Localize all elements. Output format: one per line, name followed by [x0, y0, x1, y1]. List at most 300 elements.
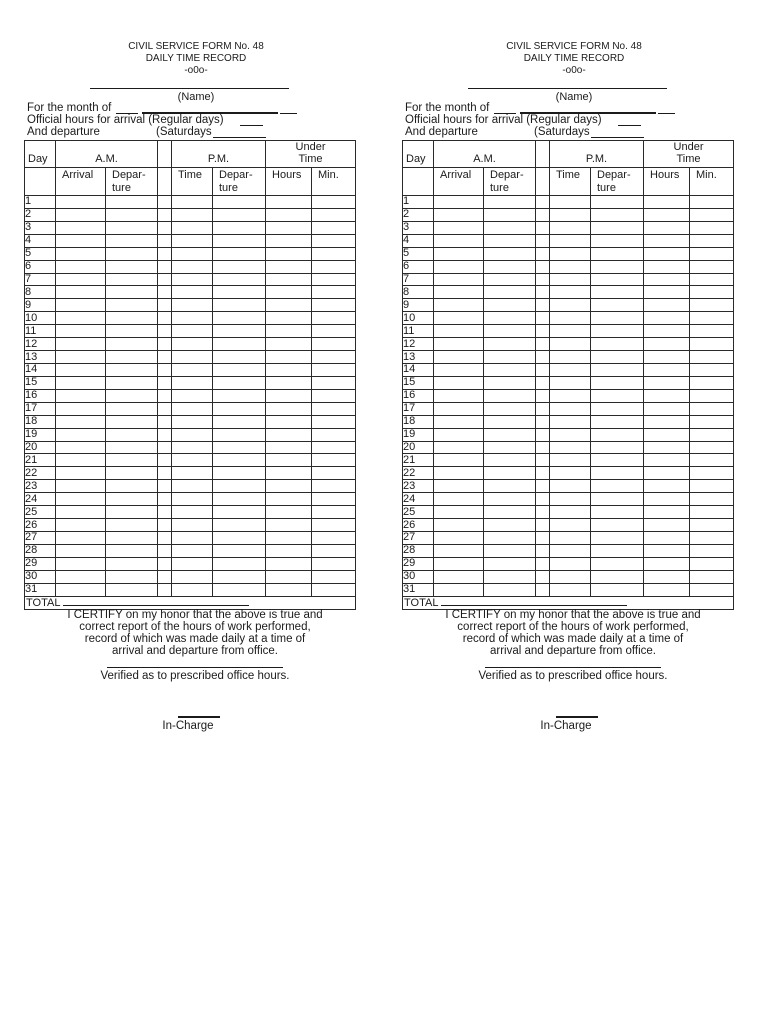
pm-departure-cell [213, 196, 266, 209]
under-time-minutes-cell [690, 428, 734, 441]
am-arrival-cell [56, 493, 106, 506]
name-label: (Name) [177, 91, 215, 103]
pm-time-cell [550, 208, 591, 221]
day-number: 9 [25, 299, 56, 312]
pm-time-cell [550, 363, 591, 376]
day-number: 21 [403, 454, 434, 467]
pm-departure-cell [591, 454, 644, 467]
under-time-minutes-header: Min. [312, 168, 356, 196]
am-arrival-cell [434, 208, 484, 221]
am-departure-cell [106, 338, 158, 351]
day-number: 26 [403, 519, 434, 532]
day-row [403, 325, 734, 338]
day-row [403, 247, 734, 260]
spacer-cell [536, 196, 550, 209]
pm-departure-cell [591, 441, 644, 454]
under-time-hours-cell [644, 234, 690, 247]
day-number: 22 [403, 467, 434, 480]
pm-time-cell [172, 428, 213, 441]
day-number: 28 [25, 544, 56, 557]
under-time-minutes-cell [312, 428, 356, 441]
pm-time-cell [172, 583, 213, 596]
pm-time-cell [550, 544, 591, 557]
day-number: 11 [403, 325, 434, 338]
under-time-minutes-cell [690, 351, 734, 364]
time-record-table [24, 140, 356, 610]
spacer-cell [158, 363, 172, 376]
am-arrival-cell [56, 299, 106, 312]
under-time-minutes-cell [690, 376, 734, 389]
under-time-minutes-cell [690, 286, 734, 299]
am-arrival-cell [434, 351, 484, 364]
am-arrival-cell [56, 273, 106, 286]
in-charge-signature-line [556, 716, 598, 718]
am-arrival-cell [56, 363, 106, 376]
pm-time-header: Time [172, 168, 213, 196]
day-number: 14 [403, 363, 434, 376]
under-time-minutes-cell [312, 273, 356, 286]
am-departure-cell [484, 570, 536, 583]
spacer-cell [158, 234, 172, 247]
day-number: 5 [403, 247, 434, 260]
pm-time-cell [550, 312, 591, 325]
header-row-sub [403, 168, 734, 196]
day-row [403, 493, 734, 506]
am-arrival-cell [434, 325, 484, 338]
am-arrival-header: Arrival [56, 168, 106, 196]
day-row [403, 441, 734, 454]
under-time-hours-cell [644, 493, 690, 506]
spacer-cell [158, 531, 172, 544]
pm-departure-cell [213, 493, 266, 506]
spacer-subheader-cell [158, 168, 172, 196]
spacer-cell [158, 402, 172, 415]
pm-departure-cell [591, 351, 644, 364]
spacer-cell [158, 415, 172, 428]
verified-label: Verified as to prescribed office hours. [478, 670, 668, 682]
am-departure-cell [106, 493, 158, 506]
saturdays-blank-line [213, 137, 266, 138]
pm-departure-cell [213, 221, 266, 234]
under-time-hours-cell [644, 299, 690, 312]
am-departure-cell [484, 286, 536, 299]
header-row-main [403, 141, 734, 168]
under-time-minutes-cell [690, 196, 734, 209]
under-time-minutes-cell [690, 415, 734, 428]
under-time-hours-cell [644, 338, 690, 351]
pm-departure-cell [591, 376, 644, 389]
verified-label: Verified as to prescribed office hours. [100, 670, 290, 682]
day-number: 4 [403, 234, 434, 247]
day-row [403, 583, 734, 596]
under-time-minutes-cell [690, 402, 734, 415]
am-arrival-cell [434, 389, 484, 402]
day-number: 2 [403, 208, 434, 221]
day-row [403, 428, 734, 441]
total-row [403, 596, 734, 609]
pm-time-cell [550, 583, 591, 596]
spacer-cell [158, 583, 172, 596]
under-time-hours-cell [644, 260, 690, 273]
day-row [25, 376, 356, 389]
day-row [25, 428, 356, 441]
name-label: (Name) [555, 91, 593, 103]
pm-departure-cell [591, 415, 644, 428]
am-departure-cell [484, 467, 536, 480]
day-row [25, 325, 356, 338]
am-departure-cell [106, 402, 158, 415]
under-time-hours-cell [644, 454, 690, 467]
pm-time-cell [172, 221, 213, 234]
under-time-hours-cell [644, 441, 690, 454]
pm-departure-cell [591, 312, 644, 325]
day-number: 27 [25, 531, 56, 544]
pm-time-cell [550, 338, 591, 351]
pm-time-cell [172, 506, 213, 519]
employee-signature-line [107, 667, 283, 668]
pm-departure-cell [591, 286, 644, 299]
pm-time-cell [172, 415, 213, 428]
pm-header: P.M. [172, 141, 266, 168]
pm-departure-cell [591, 221, 644, 234]
day-number: 30 [25, 570, 56, 583]
under-time-hours-cell [266, 531, 312, 544]
under-time-minutes-cell [690, 493, 734, 506]
am-arrival-cell [56, 286, 106, 299]
spacer-cell [536, 415, 550, 428]
am-departure-cell [484, 196, 536, 209]
day-row [403, 312, 734, 325]
arrival-hours-blank-line [618, 125, 641, 126]
arrival-hours-blank-line [240, 125, 263, 126]
day-row [25, 467, 356, 480]
certification-line-1: I CERTIFY on my honor that the above is true and [445, 609, 701, 621]
under-time-minutes-cell [690, 273, 734, 286]
under-time-minutes-cell [312, 247, 356, 260]
spacer-cell [536, 325, 550, 338]
am-departure-cell [484, 506, 536, 519]
day-row [25, 583, 356, 596]
pm-time-cell [172, 208, 213, 221]
am-departure-cell [484, 454, 536, 467]
pm-time-cell [550, 234, 591, 247]
spacer-header-cell [158, 141, 172, 168]
am-arrival-cell [56, 441, 106, 454]
under-time-minutes-cell [312, 196, 356, 209]
pm-time-cell [550, 415, 591, 428]
daily-time-record-form-2 [378, 0, 756, 760]
under-time-header [266, 141, 356, 168]
under-time-hours-cell [266, 454, 312, 467]
spacer-cell [158, 325, 172, 338]
am-departure-cell [484, 583, 536, 596]
am-arrival-cell [56, 402, 106, 415]
spacer-cell [536, 312, 550, 325]
am-arrival-cell [56, 531, 106, 544]
am-arrival-cell [434, 286, 484, 299]
pm-departure-cell [213, 428, 266, 441]
under-time-hours-cell [266, 428, 312, 441]
day-number: 17 [25, 402, 56, 415]
am-arrival-cell [56, 247, 106, 260]
pm-departure-cell [591, 363, 644, 376]
day-number: 29 [403, 557, 434, 570]
certification-line-1: I CERTIFY on my honor that the above is true and [67, 609, 323, 621]
spacer-cell [536, 389, 550, 402]
day-row [403, 351, 734, 364]
pm-time-cell [172, 402, 213, 415]
am-departure-cell [106, 583, 158, 596]
day-number: 25 [403, 506, 434, 519]
pm-time-cell [550, 519, 591, 532]
certification-line-4: arrival and departure from office. [112, 645, 278, 657]
pm-time-cell [550, 247, 591, 260]
day-row [25, 299, 356, 312]
day-number: 20 [25, 441, 56, 454]
spacer-cell [536, 351, 550, 364]
day-row [403, 402, 734, 415]
under-time-minutes-cell [312, 376, 356, 389]
day-row [25, 312, 356, 325]
title-ornament: -o0o- [184, 65, 208, 76]
under-time-hours-cell [644, 325, 690, 338]
day-number: 16 [403, 389, 434, 402]
day-row [403, 363, 734, 376]
spacer-cell [536, 583, 550, 596]
pm-departure-cell [591, 247, 644, 260]
month-label: For the month of [405, 102, 490, 114]
under-time-hours-cell [266, 415, 312, 428]
am-arrival-cell [434, 493, 484, 506]
am-departure-cell [484, 208, 536, 221]
am-departure-label-line-1: Depar- [112, 169, 146, 181]
pm-time-cell [550, 325, 591, 338]
table-footer [403, 596, 734, 609]
day-row [403, 506, 734, 519]
pm-departure-cell [213, 351, 266, 364]
under-time-minutes-cell [690, 441, 734, 454]
am-arrival-cell [434, 221, 484, 234]
pm-departure-cell [213, 389, 266, 402]
under-time-hours-header: Hours [644, 168, 690, 196]
day-row [25, 260, 356, 273]
day-number: 23 [25, 480, 56, 493]
am-departure-cell [484, 493, 536, 506]
spacer-cell [158, 506, 172, 519]
month-blank-line [280, 113, 297, 114]
pm-time-cell [172, 557, 213, 570]
pm-time-cell [172, 389, 213, 402]
pm-time-cell [172, 363, 213, 376]
spacer-header-cell [536, 141, 550, 168]
pm-time-cell [550, 441, 591, 454]
pm-departure-cell [213, 208, 266, 221]
am-arrival-cell [56, 415, 106, 428]
name-blank-line [90, 88, 289, 89]
am-departure-cell [484, 234, 536, 247]
under-time-hours-cell [266, 493, 312, 506]
under-time-hours-cell [266, 312, 312, 325]
spacer-cell [158, 299, 172, 312]
under-time-hours-cell [266, 376, 312, 389]
pm-departure-cell [213, 234, 266, 247]
day-number: 6 [403, 260, 434, 273]
day-header: Day [25, 141, 56, 168]
in-charge-label: In-Charge [162, 720, 214, 732]
pm-time-cell [550, 557, 591, 570]
day-rows [403, 196, 734, 597]
under-time-hours-cell [266, 196, 312, 209]
am-arrival-header: Arrival [434, 168, 484, 196]
pm-time-cell [550, 299, 591, 312]
pm-departure-cell [213, 299, 266, 312]
pm-departure-cell [591, 389, 644, 402]
under-time-minutes-cell [690, 312, 734, 325]
spacer-cell [536, 428, 550, 441]
under-time-label-line-2: Time [298, 153, 323, 165]
day-number: 25 [25, 506, 56, 519]
spacer-cell [158, 557, 172, 570]
pm-time-cell [550, 531, 591, 544]
pm-departure-cell [591, 570, 644, 583]
header-row-sub [25, 168, 356, 196]
under-time-hours-cell [644, 363, 690, 376]
under-time-hours-cell [644, 467, 690, 480]
under-time-minutes-cell [312, 506, 356, 519]
pm-departure-cell [213, 570, 266, 583]
pm-departure-cell [591, 325, 644, 338]
under-time-hours-cell [644, 221, 690, 234]
under-time-hours-cell [644, 415, 690, 428]
pm-time-cell [550, 351, 591, 364]
am-departure-cell [484, 441, 536, 454]
pm-time-cell [172, 441, 213, 454]
spacer-cell [536, 338, 550, 351]
under-time-minutes-cell [690, 208, 734, 221]
am-departure-cell [106, 441, 158, 454]
under-time-hours-cell [644, 196, 690, 209]
pm-departure-cell [591, 544, 644, 557]
day-row [403, 389, 734, 402]
day-row [25, 273, 356, 286]
day-number: 11 [25, 325, 56, 338]
day-number: 13 [403, 351, 434, 364]
am-arrival-cell [434, 299, 484, 312]
am-departure-cell [106, 570, 158, 583]
pm-departure-cell [213, 544, 266, 557]
under-time-hours-cell [266, 273, 312, 286]
am-arrival-cell [434, 428, 484, 441]
pm-time-cell [172, 312, 213, 325]
under-time-minutes-cell [690, 454, 734, 467]
total-cell [25, 596, 356, 609]
am-departure-cell [106, 312, 158, 325]
spacer-cell [536, 247, 550, 260]
day-row [403, 196, 734, 209]
pm-departure-cell [591, 234, 644, 247]
am-departure-cell [484, 351, 536, 364]
am-arrival-cell [56, 312, 106, 325]
day-number: 3 [403, 221, 434, 234]
day-number: 15 [403, 376, 434, 389]
month-blank-line [658, 113, 675, 114]
am-arrival-cell [434, 544, 484, 557]
am-arrival-cell [434, 506, 484, 519]
am-arrival-cell [56, 480, 106, 493]
pm-time-cell [550, 493, 591, 506]
under-time-hours-cell [644, 273, 690, 286]
day-row [25, 531, 356, 544]
pm-departure-cell [591, 583, 644, 596]
day-row [25, 247, 356, 260]
am-arrival-cell [56, 221, 106, 234]
pm-departure-cell [591, 273, 644, 286]
am-departure-cell [484, 325, 536, 338]
day-number: 10 [403, 312, 434, 325]
am-departure-header [484, 168, 536, 196]
spacer-cell [158, 351, 172, 364]
am-arrival-cell [434, 519, 484, 532]
pm-departure-cell [213, 557, 266, 570]
spacer-cell [536, 376, 550, 389]
day-row [25, 286, 356, 299]
day-row [25, 441, 356, 454]
spacer-cell [158, 273, 172, 286]
under-time-hours-cell [266, 351, 312, 364]
day-number: 10 [25, 312, 56, 325]
pm-time-cell [550, 480, 591, 493]
under-time-hours-cell [644, 351, 690, 364]
pm-departure-cell [213, 363, 266, 376]
under-time-hours-cell [266, 221, 312, 234]
day-subheader-cell [403, 168, 434, 196]
day-number: 17 [403, 402, 434, 415]
under-time-hours-cell [644, 376, 690, 389]
am-arrival-cell [434, 196, 484, 209]
am-arrival-cell [56, 196, 106, 209]
spacer-cell [158, 570, 172, 583]
pm-departure-label-line-1: Depar- [219, 169, 253, 181]
am-departure-cell [106, 286, 158, 299]
under-time-hours-cell [644, 312, 690, 325]
header-row-main [25, 141, 356, 168]
under-time-hours-cell [266, 441, 312, 454]
am-departure-cell [484, 273, 536, 286]
pm-time-cell [550, 454, 591, 467]
table-footer [25, 596, 356, 609]
under-time-hours-cell [644, 531, 690, 544]
am-departure-cell [106, 415, 158, 428]
day-number: 23 [403, 480, 434, 493]
under-time-minutes-cell [690, 480, 734, 493]
spacer-cell [158, 441, 172, 454]
pm-time-cell [172, 544, 213, 557]
form-title: DAILY TIME RECORD [523, 53, 625, 64]
am-departure-cell [484, 338, 536, 351]
under-time-minutes-cell [312, 493, 356, 506]
am-arrival-cell [56, 506, 106, 519]
time-record-table [402, 140, 734, 610]
saturdays-label: (Saturdays [534, 126, 590, 138]
pm-time-cell [550, 286, 591, 299]
am-arrival-cell [434, 557, 484, 570]
pm-departure-cell [213, 402, 266, 415]
day-row [25, 234, 356, 247]
under-time-minutes-cell [312, 234, 356, 247]
day-row [403, 234, 734, 247]
name-blank-line [468, 88, 667, 89]
under-time-minutes-cell [312, 557, 356, 570]
